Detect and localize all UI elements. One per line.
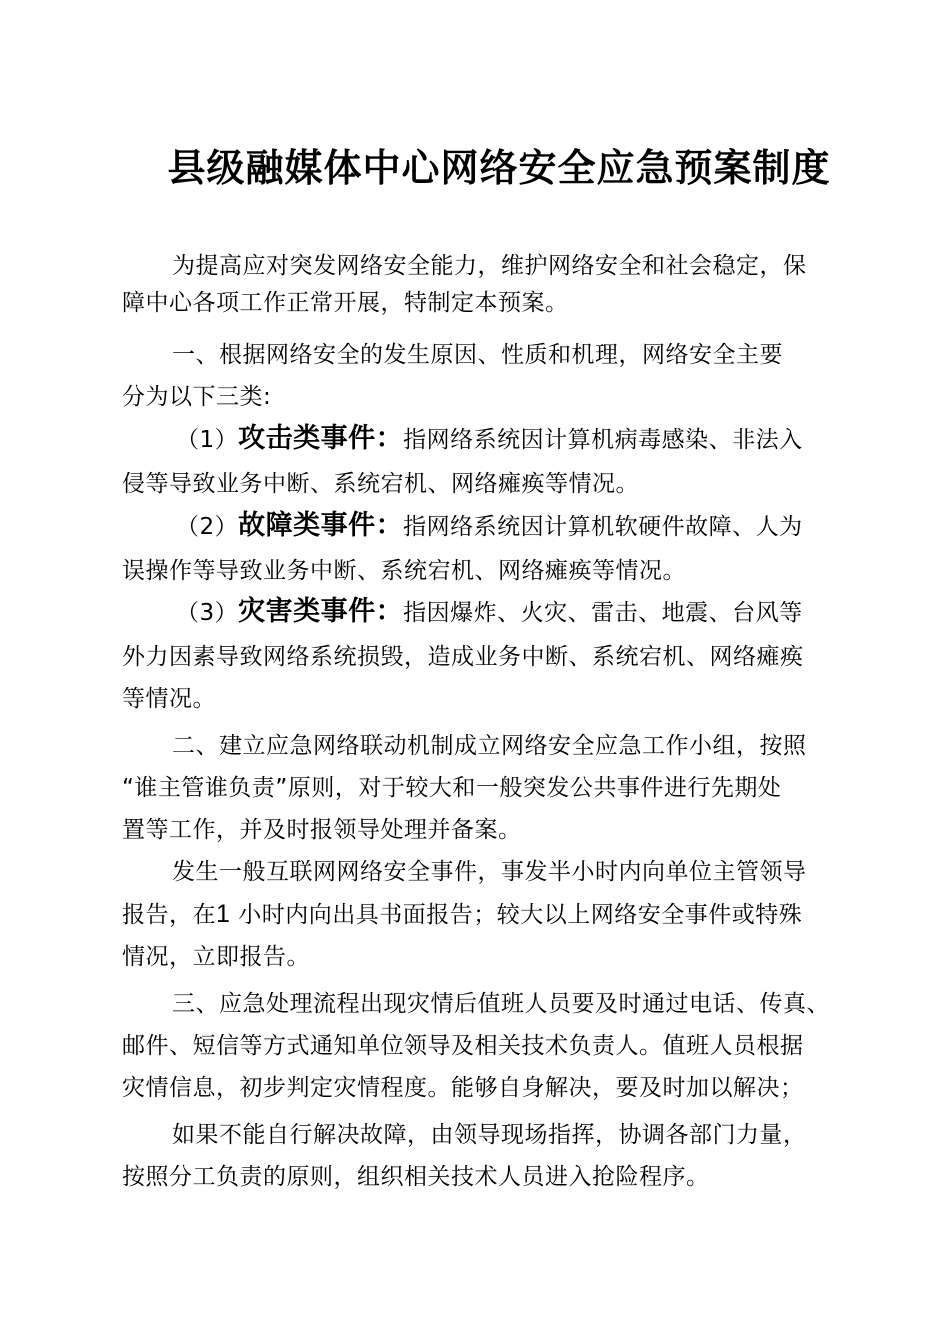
report-line-2: [122, 899, 802, 930]
last-line-1: 如果不能自行解决故障，由领导现场指挥，协调各部门力量，: [172, 1122, 807, 1148]
intro-line-2: 障中心各项工作正常开展，特制定本预案。: [122, 290, 569, 316]
item2-line-1: [176, 511, 803, 542]
document-title: 县级融媒体中心网络安全应急预案制度: [167, 146, 831, 190]
report-line-2-start: 报告，在: [122, 902, 216, 928]
item1-number: （1）: [176, 427, 239, 453]
section2-line-2: “谁主管谁负责”原则，对于较大和一般突发公共事件进行先期处: [122, 775, 782, 801]
item3-number: （3）: [176, 600, 239, 626]
item3-heading: 灾害类事件：: [238, 596, 404, 627]
report-hour-number: 1: [216, 900, 231, 928]
item2-number: （2）: [176, 514, 239, 540]
item2-text: 指网络系统因计算机软硬件故障、人为: [403, 514, 803, 540]
section3-line-1: 三、应急处理流程出现灾情后值班人员要及时通过电话、传真、: [172, 991, 830, 1017]
item1-text: 指网络系统因计算机病毒感染、非法入: [403, 427, 803, 453]
item1-line-1: [176, 424, 803, 455]
item2-line-2: 误操作等导致业务中断、系统宕机、网络瘫痪等情况。: [122, 558, 686, 584]
item3-line-3: 等情况。: [122, 686, 216, 712]
item3-line-1: [176, 597, 803, 628]
section1-line-2: 分为以下三类:: [122, 384, 272, 410]
report-line-3: 情况，立即报告。: [122, 944, 310, 970]
item3-text: 指因爆炸、火灾、雷击、地震、台风等: [403, 600, 803, 626]
section3-line-3: 灾情信息，初步判定灾情程度。能够自身解决，要及时加以解决；: [122, 1075, 804, 1101]
last-line-2: 按照分工负责的原则，组织相关技术人员进入抢险程序。: [122, 1164, 710, 1190]
report-line-1: 发生一般互联网网络安全事件，事发半小时内向单位主管领导: [172, 859, 807, 885]
section3-line-2: 邮件、短信等方式通知单位领导及相关技术负责人。值班人员根据: [122, 1033, 804, 1059]
section1-line-1: 一、根据网络安全的发生原因、性质和机理，网络安全主要: [172, 342, 783, 368]
intro-line-1: 为提高应对突发网络安全能力，维护网络安全和社会稳定，保: [172, 253, 807, 279]
item3-line-2: 外力因素导致网络系统损毁，造成业务中断、系统宕机、网络瘫痪: [122, 644, 804, 670]
section2-line-1: 二、建立应急网络联动机制成立网络安全应急工作小组，按照: [172, 733, 807, 759]
item1-heading: 攻击类事件：: [238, 423, 404, 454]
report-line-2-end: 小时内向出具书面报告；较大以上网络安全事件或特殊: [238, 902, 803, 928]
item1-line-2: 侵等导致业务中断、系统宕机、网络瘫痪等情况。: [122, 471, 639, 497]
section2-line-3: 置等工作，并及时报领导处理并备案。: [122, 817, 522, 843]
item2-heading: 故障类事件：: [238, 510, 404, 541]
